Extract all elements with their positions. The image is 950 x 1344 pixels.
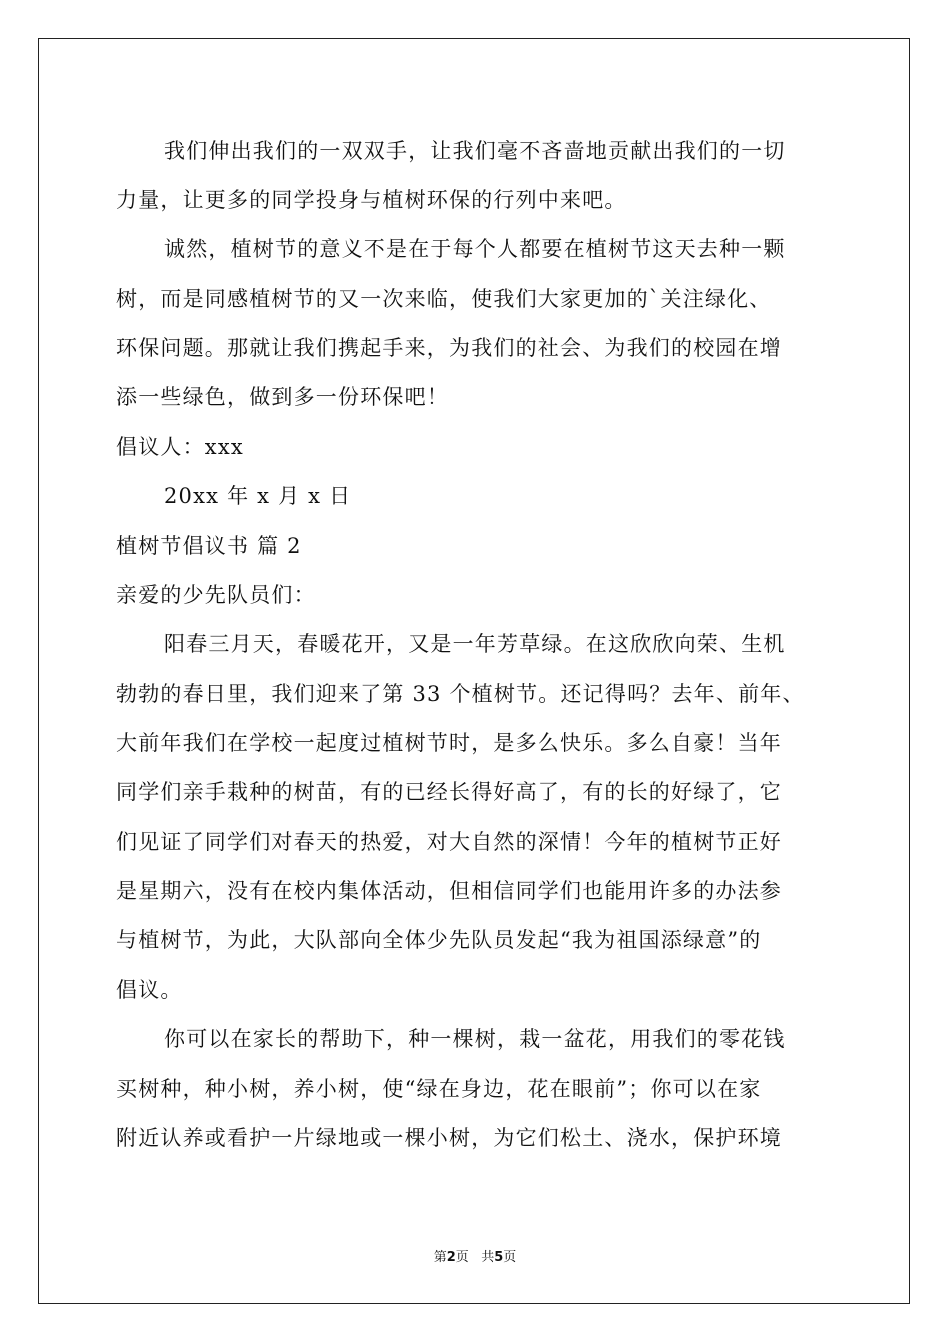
date-line: 20xx 年 x 月 x 日 [164,484,352,508]
page-border [38,38,910,1304]
paragraph-line: 与植树节，为此，大队部向全体少先队员发起“我为祖国添绿意”的 [116,928,762,952]
footer-prefix: 第 [433,1250,447,1265]
footer-total-suffix: 页 [503,1250,517,1265]
paragraph-line: 诚然，植树节的意义不是在于每个人都要在植树节这天去种一颗 [164,237,786,261]
paragraph-line: 是星期六，没有在校内集体活动，但相信同学们也能用许多的办法参 [116,879,782,903]
footer-total-prefix: 共 [481,1250,495,1265]
paragraph-line: 大前年我们在学校一起度过植树节时，是多么快乐。多么自豪！当年 [116,731,782,755]
paragraph-line: 树，而是同感植树节的又一次来临，使我们大家更加的`关注绿化、 [116,287,772,311]
paragraph-line: 同学们亲手栽种的树苗，有的已经长得好高了，有的长的好绿了，它 [116,780,782,804]
paragraph-line: 倡议。 [116,978,183,1002]
page-footer [0,1246,950,1265]
paragraph-line: 附近认养或看护一片绿地或一棵小树，为它们松土、浇水，保护环境 [116,1126,782,1150]
paragraph-line: 你可以在家长的帮助下，种一棵树，栽一盆花，用我们的零花钱 [164,1027,786,1051]
paragraph-line: 阳春三月天，春暖花开，又是一年芳草绿。在这欣欣向荣、生机 [164,632,786,656]
paragraph-line: 添一些绿色，做到多一份环保吧！ [116,385,449,409]
section-title: 植树节倡议书 篇 2 [116,534,302,558]
footer-page-number: 2 [446,1250,456,1265]
paragraph-line: 力量，让更多的同学投身与植树环保的行列中来吧。 [116,188,627,212]
salutation-line: 亲爱的少先队员们： [116,583,316,607]
paragraph-line: 买树种，种小树，养小树，使“绿在身边，花在眼前”；你可以在家 [116,1077,762,1101]
footer-total-pages: 5 [494,1250,504,1265]
paragraph-line: 们见证了同学们对春天的热爱，对大自然的深情！今年的植树节正好 [116,830,782,854]
paragraph-line: 环保问题。那就让我们携起手来，为我们的社会、为我们的校园在增 [116,336,782,360]
paragraph-line: 我们伸出我们的一双双手，让我们毫不吝啬地贡献出我们的一切 [164,139,786,163]
paragraph-line: 勃勃的春日里，我们迎来了第 33 个植树节。还记得吗？去年、前年、 [116,682,805,706]
footer-page-suffix: 页 [455,1250,469,1265]
signatory-line: 倡议人：xxx [116,435,244,459]
